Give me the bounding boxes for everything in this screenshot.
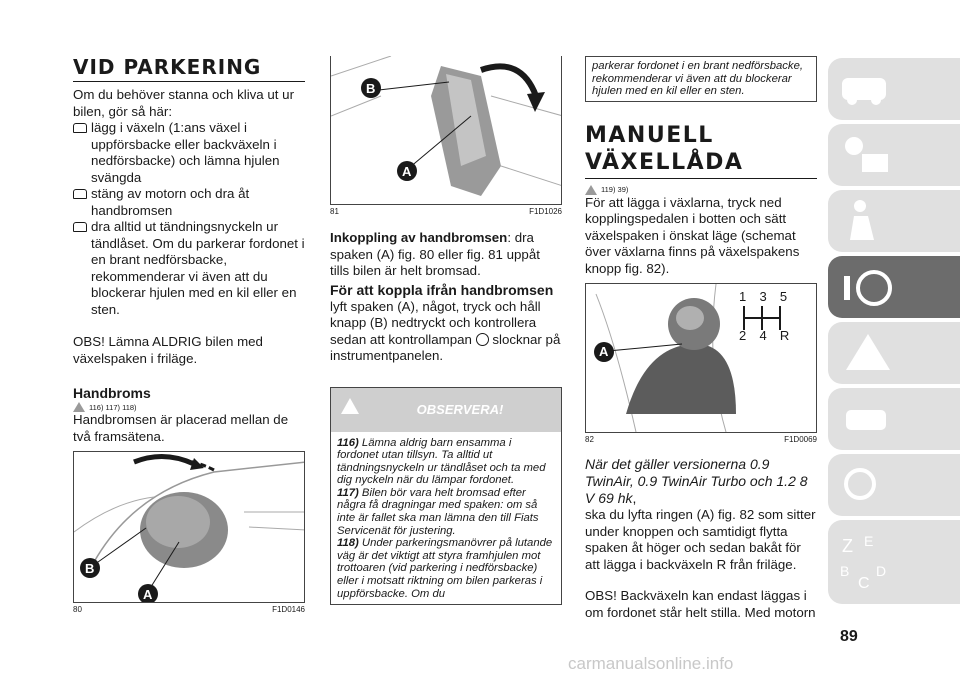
warning-triangle-icon [585, 185, 597, 195]
parking-intro: Om du behöver stanna och kliva ut ur bilen, gör så här: [73, 87, 294, 119]
gear-pattern-bottom: 2 4 R [739, 328, 792, 344]
tab-emergency[interactable] [828, 322, 960, 384]
warning-title: OBSERVERA! [416, 402, 504, 417]
note-continuation: parkerar fordonet i en brant nedförsbacke, rekommenderar vi även att du blockerar hjulen med en kil eller en sten. [592, 60, 804, 98]
car-dashboard-icon [838, 64, 898, 114]
column-1 [73, 0, 305, 614]
emergency-icon [838, 328, 898, 378]
reverse-gear-heading: När det gäller versionerna 0.9 TwinAir, 0.9 TwinAir Turbo och 1.2 8 V 69 hk, [585, 456, 808, 507]
callout-a: A [143, 587, 153, 602]
figure-number: 82 [585, 435, 594, 445]
note-116: 116) Lämna aldrig barn ensamma i fordonet utan tillsyn. Ta alltid ut tändningsnyckeln ur tändlåset och ta med dig nyckeln när du lämpar fordonet. [337, 436, 546, 487]
note-118: 118) Under parkeringsmanövrer på lutande väg är det viktigt att styra framhjulen mot trottoaren (vid parkering i nedförsbacke) eller i motsatt riktning om bilen parkeras i uppförsbacke. Om du [337, 537, 553, 600]
seat-belt-person-icon [838, 196, 898, 246]
column-2 [330, 0, 562, 605]
note-continuation-box [585, 56, 817, 102]
handbrake-engage-text: Inkoppling av handbromsen: dra spaken (A) fig. 80 eller fig. 81 uppåt tills bilen är helt bromsad. [330, 230, 540, 278]
multimedia-icon [838, 460, 898, 510]
service-wrench-icon [838, 394, 898, 444]
callout-a: A [599, 344, 609, 360]
section-title-manual-line2: VÄXELLÅDA [585, 149, 744, 175]
tab-warning-lights[interactable] [828, 124, 960, 186]
tab-safety[interactable] [828, 190, 960, 252]
handbrake-release-heading: För att koppla ifrån handbromsen [330, 281, 554, 298]
svg-text:C: C [858, 575, 870, 592]
callout-b: B [85, 561, 95, 576]
svg-text:B: B [840, 563, 850, 579]
car-bullet-icon [73, 222, 87, 232]
section-title-parking: VID PARKERING [73, 55, 262, 79]
page-number: 89 [840, 628, 858, 645]
reverse-gear-obs: OBS! Backväxeln kan endast läggas i om fordonet står helt stilla. Med motorn [585, 588, 816, 620]
handbrake-illustration [74, 452, 305, 602]
figure-81 [330, 56, 562, 205]
note-117: 117) Bilen bör vara helt bromsad efter några få dragningar med spaken: om så inte är fallet ska man lämna den till Fiats Servicenät för justering. [337, 486, 539, 537]
key-steering-wheel-icon [838, 262, 898, 312]
figure-80 [73, 451, 305, 603]
handbrake-refs: 116) 117) 118) [73, 402, 305, 412]
handbrake-intro: Handbromsen är placerad mellan de två framsätena. [73, 412, 289, 444]
watermark: carmanualsonline.info [568, 654, 734, 673]
bullet-1: lägg i växeln (1:ans växel i uppförsbacke eller backväxeln i nedförsbacke) och lämna hjulen svängda [73, 120, 305, 186]
warning-box [330, 387, 562, 606]
manual-intro: För att lägga i växlarna, tryck ned kopplingspedalen i botten och sätt växelspaken i önskat läge (schemat över växlarna finns på växelspakens knopp fig. 82). [585, 194, 800, 276]
warning-light-icon [838, 130, 898, 180]
column-3 [585, 0, 817, 621]
manual-refs: 119) 39) [585, 185, 817, 195]
warning-triangle-icon [73, 402, 85, 412]
callout-b: B [366, 81, 376, 96]
figure-82 [585, 283, 817, 433]
tab-starting-driving[interactable] [828, 256, 960, 318]
tab-maintenance[interactable] [828, 388, 960, 450]
figure-number: 81 [330, 207, 339, 216]
gear-lever-illustration [586, 284, 817, 432]
figure-82-caption [585, 435, 817, 444]
callout-a: A [402, 164, 412, 179]
warning-box-header [331, 388, 561, 432]
svg-text:D: D [876, 563, 887, 579]
tab-index[interactable] [828, 520, 960, 604]
title-rule [585, 178, 817, 179]
reverse-gear-text: ska du lyfta ringen (A) fig. 82 som sitter under knoppen och samtidigt flytta spaken åt höger och sedan bakåt för att lägga i backväxeln R från friläge. [585, 507, 816, 572]
car-bullet-icon [73, 189, 87, 199]
figure-code: F1D0146 [272, 605, 305, 614]
figure-80-caption [73, 605, 305, 614]
svg-text:E: E [864, 533, 874, 549]
brake-warning-lamp-icon [476, 333, 489, 346]
gear-pattern-top: 1 3 5 [739, 289, 790, 305]
tab-dashboard[interactable] [828, 58, 960, 120]
car-bullet-icon [73, 123, 87, 133]
title-rule [73, 81, 305, 82]
handbrake-release-text: lyft spaken (A), något, tryck och håll knapp (B) nedtryckt och kontrollera sedan att kontrollampan slocknar på instrumentpanelen. [330, 298, 561, 363]
figure-81-caption [330, 207, 562, 216]
figure-code: F1D1026 [529, 207, 562, 216]
bullet-2: stäng av motorn och dra åt handbromsen [73, 186, 305, 219]
warning-notes [331, 432, 561, 605]
svg-text:Z: Z [842, 536, 853, 556]
section-title-manual-line1: MANUELL [585, 122, 714, 148]
tab-technical-data[interactable] [828, 454, 960, 516]
index-letters-icon [838, 528, 898, 598]
warning-triangle-icon [341, 398, 359, 414]
figure-code: F1D0069 [784, 435, 817, 445]
bullet-3: dra alltid ut tändningsnyckeln ur tändlåset. Om du parkerar fordonet i en brant nedförsbacke, rekommenderar vi även att du blockerar hjulen med en kil eller en sten. [73, 219, 305, 318]
parking-obs: OBS! Lämna ALDRIG bilen med växelspaken i friläge. [73, 334, 263, 366]
handbrake-lever-illustration [331, 56, 562, 204]
figure-number: 80 [73, 605, 82, 614]
handbrake-heading: Handbroms [73, 385, 151, 401]
